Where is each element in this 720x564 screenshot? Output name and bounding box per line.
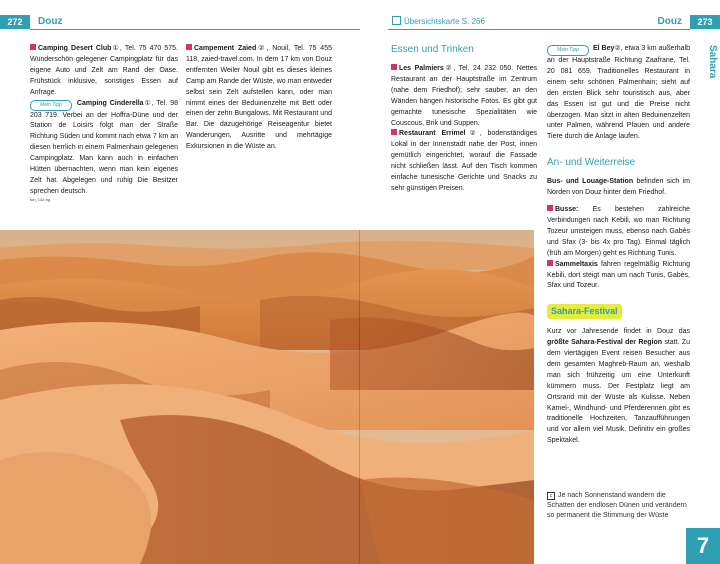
left-running-title: Douz [38,16,63,27]
entry-name: Campement Zaied [194,45,257,52]
map-reference [392,15,485,29]
photo-reference: tun_142 eg [30,197,51,202]
entry-text: ②, bodenständiges Lokal in der Innenstadt nahe der Post, innen gemütlich eingerichtet, worauf die Fassade nicht schließen lässt. Auf den Tisch kommen einfache tunesische Gerichte und Snacks zu sehr günstigen Preisen. [391,130,537,192]
entry-name: Bus- und Louage-Station [547,178,634,186]
photo-caption [547,491,687,521]
chapter-number: 7 [686,528,720,564]
entry-text: befinden sich im Norden von Douz hinter dem Friedhof. [547,178,691,197]
section-heading-travel: An- und Weiterreise [547,157,636,169]
bullet-square-icon [547,260,553,266]
bullet-square-icon [547,205,553,211]
entry-sammeltaxis [547,260,690,293]
entry-name: Camping Cinderella [76,99,144,107]
caption-text: Je nach Sonnenstand wandern die Schatten der endlosen Dünen und verändern so permanent die Stimmung der Wüste [547,492,687,519]
info-box-header [547,304,690,319]
entry-les-palmiers [391,64,537,129]
column-3 [391,44,537,195]
desert-dunes-photo [0,230,534,564]
map-reference-text: Übersichtskarte S. 266 [404,17,485,26]
section-heading-food: Essen und Trinken [391,44,474,55]
map-square-icon [392,16,401,25]
entry-name: Sammeltaxis [555,260,598,268]
entry-camping-desert-club [30,44,178,99]
bullet-square-icon [391,129,397,135]
left-page-number: 272 [0,15,30,29]
entry-restaurant-errimel [391,129,537,194]
entry-text: Es bestehen zahlreiche Verbindungen nach Kebili, wo man Richtung Tozeur umsteigen muss, ebenso nach Gabès und Sfax (3- bis 4x pro Tag). Einmal täglich (früh am Morgen) geht es Richtung Tunis. [547,206,690,257]
entry-text: ②, Nouil, Tel. 75 455 118, zaied-travel.com. In dem 17 km von Douz entfernten Weiler Nouil gibt es dieses kleines Camp am Rande der Wüste, wo man entweder selbst sein Zelt aufstellen kann, oder man nimmt eines der Beduinenzelte mit Bett oder einen der zehn Bungalows. Mit Restaurant und Bar. Die dazugehörige Reiseagentur bietet Wanderungen, Ausritte und mehrtägige Exkursionen in die Wüste an. [186,45,332,151]
left-header-rule [30,29,360,30]
side-tab-label: Sahara [707,45,718,79]
entry-busse [547,205,690,260]
festival-highlight: größte Sahara-Festival der Region [547,339,663,347]
right-page-number: 273 [690,15,720,29]
sahara-festival-text: Kurz vor Jahresende findet in Douz das größte Sahara-Festival der Region statt. Zu dem viertägigen Event reisen Besucher aus dem gesamten Maghreb-Raum an, weshalb man sich frühzeitig um eine Unterkunft kümmern muss. Der Festplatz liegt am Ortsrand mit der Wüste als Kulisse. Neben Kamel-, Windhund- und Pferderennen gibt es traditionelle Hochzeiten, Tanzaufführungen und vor allem viel Musik. Definitiv ein großes Spektakel. [547,328,690,445]
info-box-title: Sahara-Festival [547,304,622,319]
bullet-square-icon [391,64,397,70]
entry-name: Les Palmiers [399,65,444,72]
bullet-square-icon [186,44,192,50]
bullet-square-icon [30,44,36,50]
entry-name: Busse: [555,206,579,214]
mein-tipp-badge: Mein Tipp [30,100,72,111]
mein-tipp-badge: Mein Tipp [547,45,589,56]
entry-name: Camping Desert Club [38,45,112,52]
dunes-illustration [0,230,534,564]
entry-bus-station [547,177,690,199]
column-2 [186,44,332,153]
entry-el-bey [547,44,690,143]
entry-text: ②, etwa 3 km außerhalb an der Hauptstraße Richtung Zaafrane, Tel. 20 081 659. Traditionelles Restaurant in einem sehr schönen Palmenhain; sieht auf den ersten Blick sehr touristisch aus, aber das Essen ist gut und die Preise nicht überzogen. Man sitzt in alten Beduinenzelten unter Palmen, während Pfauen und andere Tiere durch die Anlage laufen. [547,45,691,141]
entry-camping-cinderella [30,99,178,198]
entry-text: ②, Tel. 24 232 050. Nettes Restaurant an der Hauptstraße im Zentrum (nahe dem Friedhof); sehr sauber, an den Wänden hängen historische Fotos. Es gibt gut gemachte tunesische Spezialitäten wie Couscous, Brik und Suppen. [391,65,537,127]
entry-campement-zaied [186,44,332,153]
page-gutter [359,230,360,564]
column-4 [547,44,690,447]
right-running-title: Douz [657,16,682,27]
entry-text: ①, Tel. 75 470 575. Wunderschön gelegener Campingplatz für das eigene Auto und Zelt am Rand der Oase. Frühstück inklusive, sonstiges Essen auf Anfrage. [30,45,178,96]
caption-icon: c [547,492,555,500]
entry-name: El Bey [592,45,615,52]
column-1 [30,44,178,198]
right-header-rule [388,29,690,30]
entry-name: Restaurant Errimel [399,130,466,138]
entry-text: fahren regelmäßig Richtung Kebili, dort steigt man um nach Tunis, Gabès, Sfax und Tozeur. [547,260,690,290]
entry-text: ①, Tel. 98 203 719. Verbei an der Hoffra-Düne und der Station de Loisirs folgt man der Straße Richtung Süden und kommt nach etwa 7 km an diesen herrlich in einem Palmenhain gelegenen Campingplatz. Man kann auch in einfachen Hütten übernachten, wenn man kein eigenes Zelt hat. Abgelegen und ruhig Die Besitzer sprechen deutsch. [30,99,179,195]
